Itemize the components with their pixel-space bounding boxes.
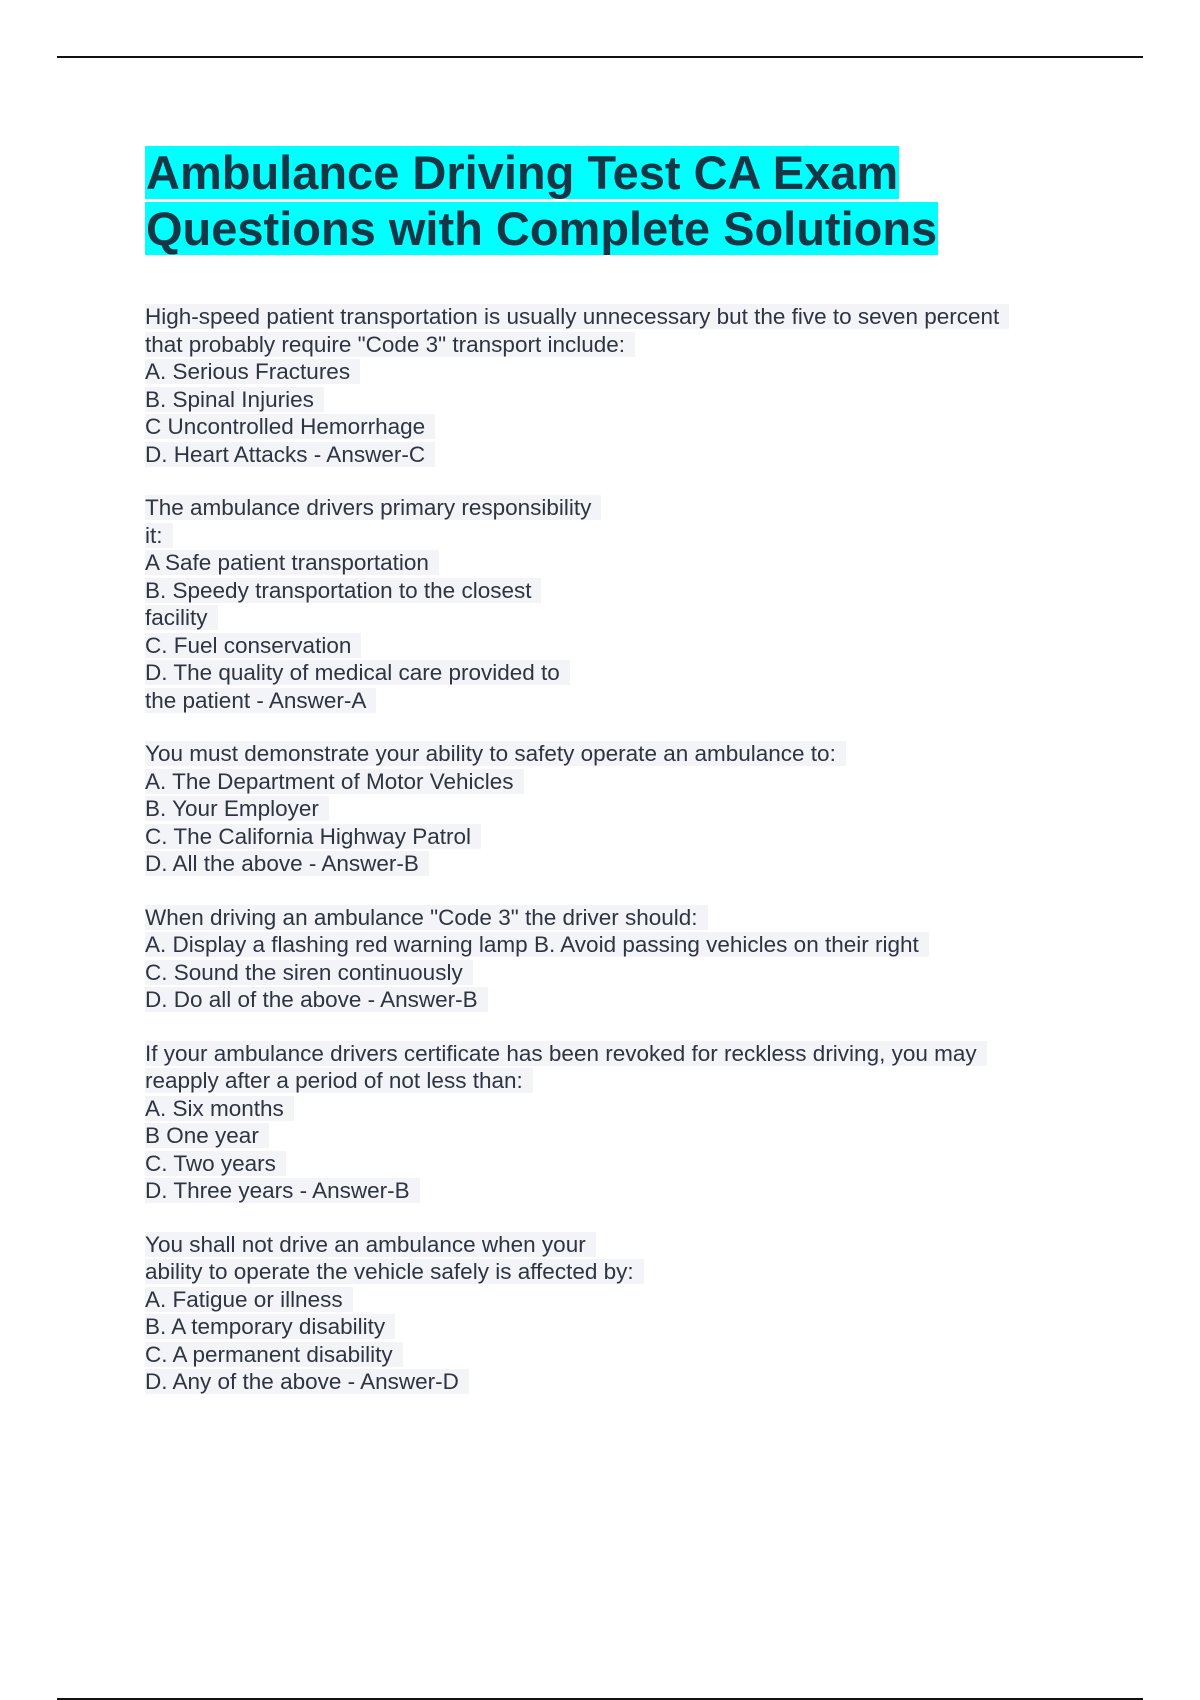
question-line-text: C. Two years xyxy=(145,1151,286,1176)
question-line xyxy=(145,1313,1075,1341)
question-line xyxy=(145,1040,1075,1068)
question-line xyxy=(145,740,1075,768)
question-line xyxy=(145,931,1075,959)
question-line-text: You must demonstrate your ability to safety operate an ambulance to: xyxy=(145,741,846,766)
question-block xyxy=(145,1040,1075,1205)
question-line-text: If your ambulance drivers certificate has been revoked for reckless driving, you may xyxy=(145,1041,987,1066)
question-line-text: C. Sound the siren continuously xyxy=(145,960,473,985)
question-line xyxy=(145,413,1075,441)
question-line-text: facility xyxy=(145,605,218,630)
question-line xyxy=(145,1258,1075,1286)
question-line-text: You shall not drive an ambulance when your xyxy=(145,1232,596,1257)
question-line xyxy=(145,687,1075,715)
question-line xyxy=(145,1095,1075,1123)
question-line-text: A. The Department of Motor Vehicles xyxy=(145,769,524,794)
question-list xyxy=(145,303,1075,1422)
question-line-text: D. Any of the above - Answer-D xyxy=(145,1369,469,1394)
question-line-text: C Uncontrolled Hemorrhage xyxy=(145,414,435,439)
question-line-text: C. The California Highway Patrol xyxy=(145,824,481,849)
question-line xyxy=(145,303,1075,331)
question-line-text: A Safe patient transportation xyxy=(145,550,439,575)
question-block xyxy=(145,303,1075,468)
question-line xyxy=(145,850,1075,878)
question-line xyxy=(145,904,1075,932)
question-line-text: The ambulance drivers primary responsibility xyxy=(145,495,601,520)
question-line-text: B. Your Employer xyxy=(145,796,329,821)
question-line-text: A. Serious Fractures xyxy=(145,359,360,384)
question-line-text: that probably require "Code 3" transport include: xyxy=(145,332,635,357)
question-line xyxy=(145,1177,1075,1205)
top-rule xyxy=(57,56,1143,58)
question-line-text: C. A permanent disability xyxy=(145,1342,403,1367)
question-line xyxy=(145,604,1075,632)
question-line-text: D. Three years - Answer-B xyxy=(145,1178,420,1203)
question-block xyxy=(145,740,1075,878)
question-line xyxy=(145,331,1075,359)
question-line xyxy=(145,494,1075,522)
question-line-text: A. Six months xyxy=(145,1096,294,1121)
question-line xyxy=(145,1341,1075,1369)
question-line-text: A. Fatigue or illness xyxy=(145,1287,353,1312)
question-line xyxy=(145,768,1075,796)
question-line-text: A. Display a flashing red warning lamp B. Avoid passing vehicles on their right xyxy=(145,932,929,957)
question-line-text: reapply after a period of not less than: xyxy=(145,1068,533,1093)
question-line-text: the patient - Answer-A xyxy=(145,688,376,713)
question-line-text: B One year xyxy=(145,1123,269,1148)
question-line xyxy=(145,441,1075,469)
question-line xyxy=(145,358,1075,386)
question-line xyxy=(145,1122,1075,1150)
question-line xyxy=(145,1067,1075,1095)
question-line-text: When driving an ambulance "Code 3" the driver should: xyxy=(145,905,708,930)
question-line xyxy=(145,1368,1075,1396)
question-line-text: B. A temporary disability xyxy=(145,1314,395,1339)
title-line-2: Questions with Complete Solutions xyxy=(146,202,938,255)
question-line xyxy=(145,823,1075,851)
question-line xyxy=(145,1150,1075,1178)
question-block xyxy=(145,494,1075,714)
question-line-text: D. All the above - Answer-B xyxy=(145,851,429,876)
question-line xyxy=(145,959,1075,987)
question-line-text: B. Speedy transportation to the closest xyxy=(145,578,541,603)
question-block xyxy=(145,1231,1075,1396)
question-line xyxy=(145,1286,1075,1314)
question-line xyxy=(145,549,1075,577)
question-line xyxy=(145,577,1075,605)
question-line-text: D. The quality of medical care provided to xyxy=(145,660,570,685)
question-line-text: ability to operate the vehicle safely is affected by: xyxy=(145,1259,644,1284)
question-line-text: it: xyxy=(145,523,173,548)
document-title xyxy=(145,145,1145,257)
question-line xyxy=(145,632,1075,660)
question-line xyxy=(145,986,1075,1014)
title-line-1: Ambulance Driving Test CA Exam xyxy=(146,146,899,199)
question-line xyxy=(145,795,1075,823)
question-line-text: D. Heart Attacks - Answer-C xyxy=(145,442,435,467)
question-line-text: B. Spinal Injuries xyxy=(145,387,324,412)
question-line xyxy=(145,1231,1075,1259)
question-line xyxy=(145,386,1075,414)
question-block xyxy=(145,904,1075,1014)
question-line-text: D. Do all of the above - Answer-B xyxy=(145,987,488,1012)
question-line-text: High-speed patient transportation is usually unnecessary but the five to seven percent xyxy=(145,304,1009,329)
question-line xyxy=(145,522,1075,550)
question-line xyxy=(145,659,1075,687)
question-line-text: C. Fuel conservation xyxy=(145,633,361,658)
